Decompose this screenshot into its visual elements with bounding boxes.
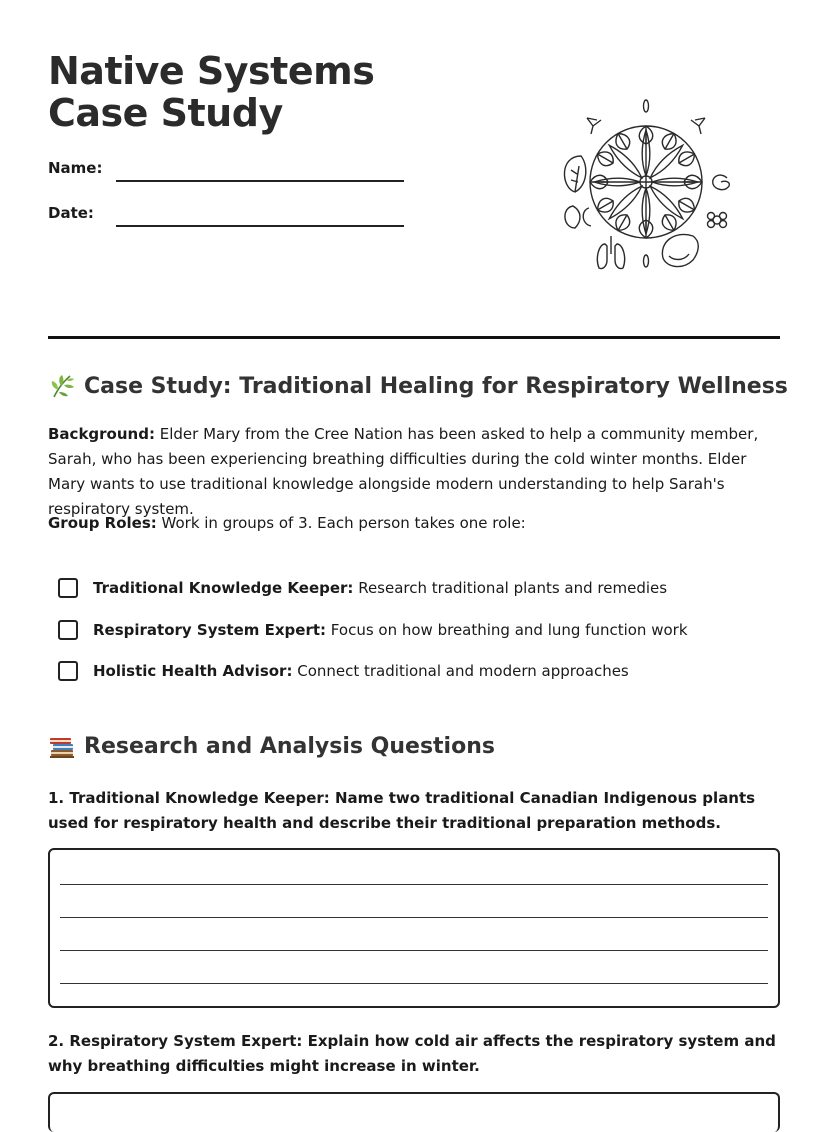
role-item-respiratory-expert [58,620,688,640]
group-roles-label: Group Roles: [48,514,157,532]
role-text [93,621,688,639]
role-title: Traditional Knowledge Keeper: [93,579,354,597]
role-text [93,579,667,597]
medicine-wheel-emblem [553,96,739,272]
role-title: Holistic Health Advisor: [93,662,293,680]
role-desc: Connect traditional and modern approaches [292,662,629,680]
date-label: Date: [48,204,94,222]
role-checkbox[interactable] [58,578,78,598]
question-1: 1. Traditional Knowledge Keeper: Name two traditional Canadian Indigenous plants used for respiratory health and describe their traditional preparation methods. [48,789,756,832]
answer-line [60,983,768,984]
role-desc: Focus on how breathing and lung function work [326,621,688,639]
background-text: Elder Mary from the Cree Nation has been asked to help a community member, Sarah, who has been experiencing breathing difficulties during the cold winter months. Elder Mary wants to use traditional knowledge alongside modern understanding to help Sarah's respiratory system. [48,425,759,518]
research-heading [48,733,495,759]
role-checkbox[interactable] [58,620,78,640]
background-paragraph [48,422,780,522]
role-item-knowledge-keeper [58,578,667,598]
question-2: 2. Respiratory System Expert: Explain how cold air affects the respiratory system and why breathing difficulties might increase in winter. [48,1032,776,1075]
section-divider [48,336,780,339]
date-field[interactable] [116,225,404,227]
name-label: Name: [48,159,103,177]
name-field[interactable] [116,180,404,182]
answer-box-1[interactable] [48,848,780,1008]
role-checkbox[interactable] [58,661,78,681]
background-label: Background: [48,425,155,443]
herb-leaf-icon [48,373,76,399]
role-item-health-advisor [58,661,629,681]
answer-line [60,884,768,885]
role-title: Respiratory System Expert: [93,621,327,639]
answer-line [60,950,768,951]
case-study-heading [48,373,788,399]
books-icon [48,733,76,759]
answer-line [60,917,768,918]
role-text [93,662,629,680]
role-desc: Research traditional plants and remedies [353,579,668,597]
research-heading-text: Research and Analysis Questions [84,733,495,759]
group-roles-paragraph [48,511,780,536]
group-roles-text: Work in groups of 3. Each person takes one role: [156,514,526,532]
case-study-heading-text: Case Study: Traditional Healing for Respiratory Wellness [84,373,788,399]
answer-box-2[interactable] [48,1092,780,1132]
page-title: Native Systems Case Study [48,49,375,135]
